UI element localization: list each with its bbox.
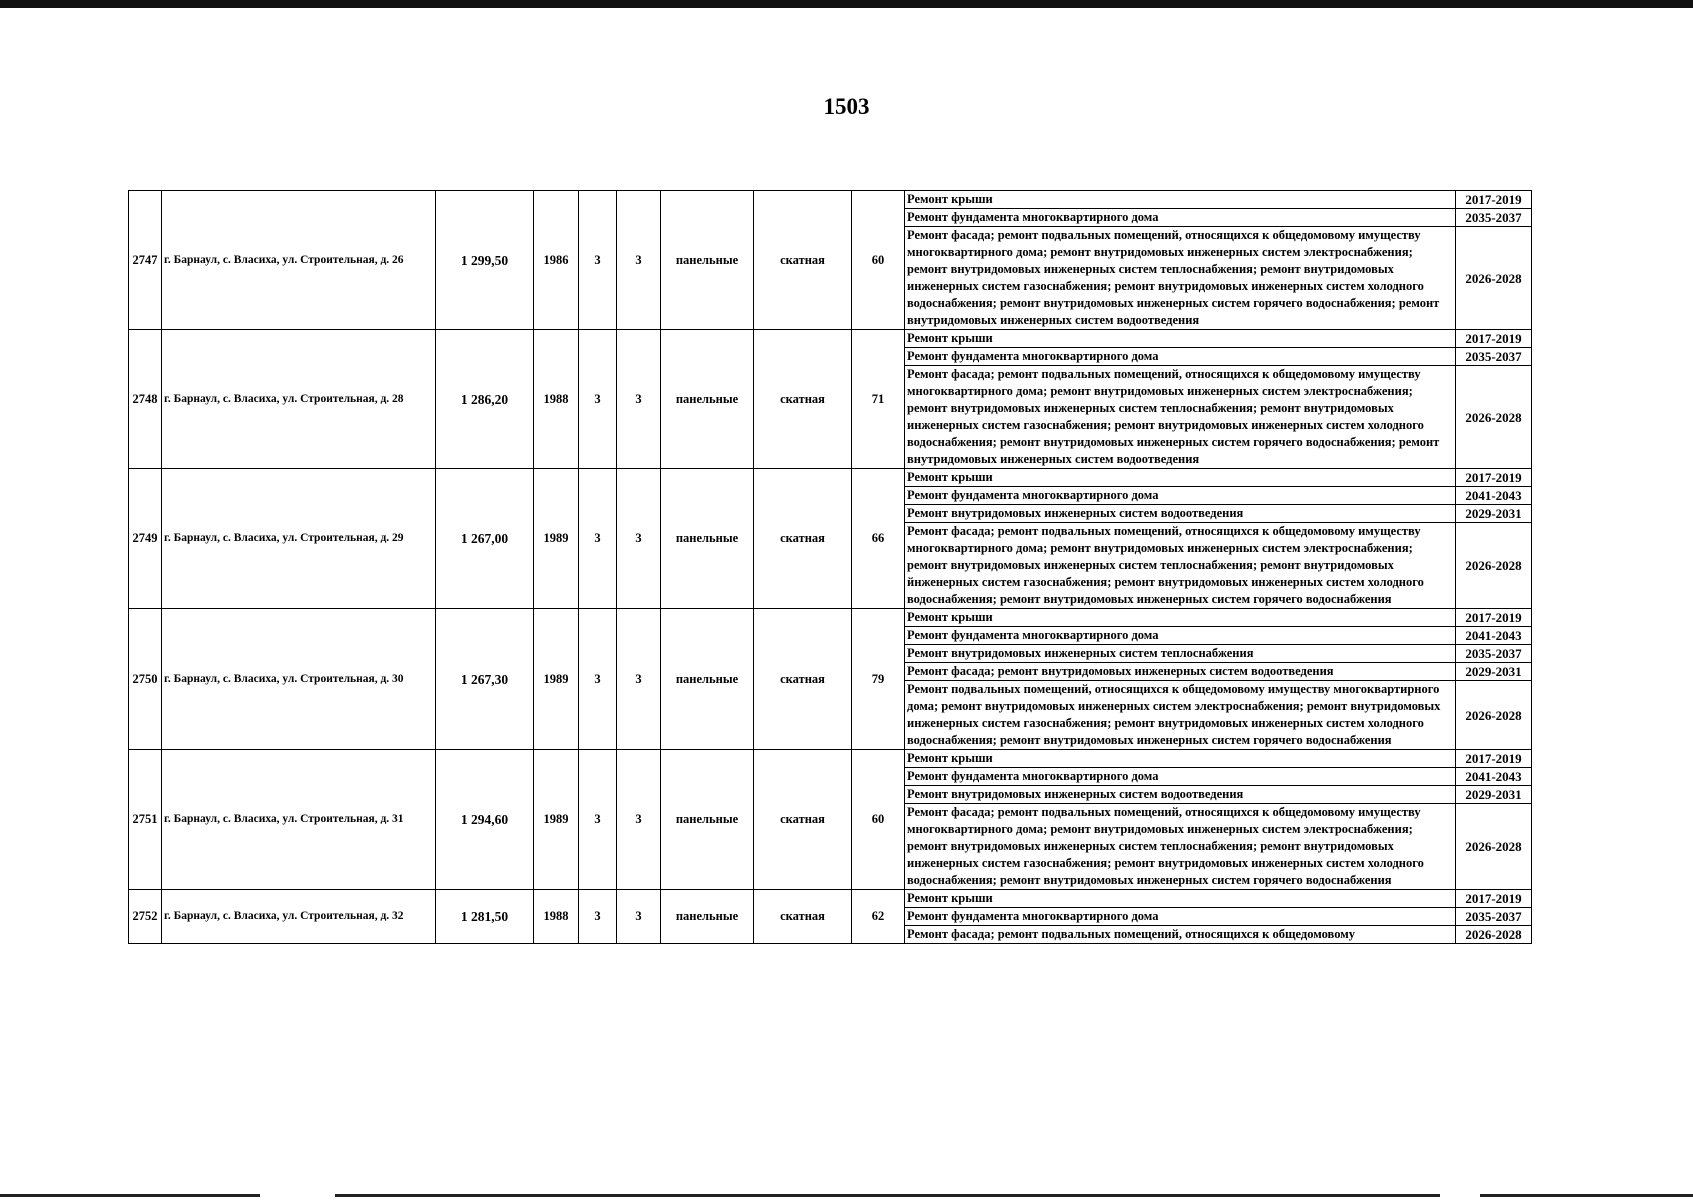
work-period-cell: 2017-2019 [1456, 469, 1532, 487]
work-description-cell: Ремонт крыши [905, 191, 1456, 209]
work-period-cell: 2035-2037 [1456, 908, 1532, 926]
roof-type-cell: скатная [754, 191, 852, 330]
work-description-cell: Ремонт внутридомовых инженерных систем водоотведения [905, 505, 1456, 523]
work-period-cell: 2017-2019 [1456, 750, 1532, 768]
year-cell: 1986 [534, 191, 579, 330]
address-cell: г. Барнаул, с. Власиха, ул. Строительная, д. 31 [162, 750, 436, 890]
area-cell: 1 281,50 [436, 890, 534, 944]
apartments-cell: 60 [852, 191, 905, 330]
year-cell: 1989 [534, 469, 579, 609]
table-body [129, 191, 1532, 944]
entrances-cell: 3 [617, 890, 661, 944]
table-row [129, 750, 1532, 768]
roof-type-cell: скатная [754, 609, 852, 750]
floors-cell: 3 [579, 609, 617, 750]
roof-type-cell: скатная [754, 890, 852, 944]
work-description-cell: Ремонт фасада; ремонт подвальных помещений, относящихся к общедомовому имуществу многоквартирного дома; ремонт внутридомовых инженерных систем электроснабжения; ремонт внутридомовых инженерных систем теплоснабжения; ремонт внутридомовых инженерных систем газоснабжения; ремонт внутридомовых инженерных систем холодного водоснабжения; ремонт внутридомовых инженерных систем горячего водоснабжения; ремонт внутридомовых инженерных систем водоотведения [905, 227, 1456, 330]
work-description-cell: Ремонт фасада; ремонт подвальных помещений, относящихся к общедомовому имуществу многоквартирного дома; ремонт внутридомовых инженерных систем электроснабжения; ремонт внутридомовых инженерных систем теплоснабжения; ремонт внутридомовых инженерных систем газоснабжения; ремонт внутридомовых инженерных систем холодного водоснабжения; ремонт внутридомовых инженерных систем горячего водоснабжения; ремонт внутридомовых инженерных систем водоотведения [905, 366, 1456, 469]
area-cell: 1 299,50 [436, 191, 534, 330]
work-period-cell: 2029-2031 [1456, 505, 1532, 523]
work-period-cell: 2017-2019 [1456, 890, 1532, 908]
work-period-cell: 2029-2031 [1456, 786, 1532, 804]
wall-material-cell: панельные [661, 609, 754, 750]
apartments-cell: 60 [852, 750, 905, 890]
work-description-cell: Ремонт фасада; ремонт подвальных помещений, относящихся к общедомовому имуществу многоквартирного дома; ремонт внутридомовых инженерных систем электроснабжения; ремонт внутридомовых инженерных систем теплоснабжения; ремонт внутридомовых инженерных систем газоснабжения; ремонт внутридомовых инженерных систем холодного водоснабжения; ремонт внутридомовых инженерных систем горячего водоснабжения [905, 804, 1456, 890]
roof-type-cell: скатная [754, 469, 852, 609]
work-description-cell: Ремонт подвальных помещений, относящихся к общедомовому имуществу многоквартирного дома; ремонт внутридомовых инженерных систем электроснабжения; ремонт внутридомовых инженерных систем газоснабжения; ремонт внутридомовых инженерных систем холодного водоснабжения; ремонт внутридомовых инженерных систем горячего водоснабжения [905, 681, 1456, 750]
work-description-cell: Ремонт крыши [905, 330, 1456, 348]
year-cell: 1988 [534, 330, 579, 469]
work-description-cell: Ремонт фундамента многоквартирного дома [905, 348, 1456, 366]
area-cell: 1 286,20 [436, 330, 534, 469]
work-description-cell: Ремонт крыши [905, 750, 1456, 768]
work-period-cell: 2035-2037 [1456, 348, 1532, 366]
work-period-cell: 2041-2043 [1456, 627, 1532, 645]
work-period-cell: 2026-2028 [1456, 804, 1532, 890]
table-row [129, 191, 1532, 209]
scan-edge-gap [1440, 1193, 1480, 1198]
repair-schedule-table [128, 190, 1532, 944]
work-description-cell: Ремонт внутридомовых инженерных систем теплоснабжения [905, 645, 1456, 663]
work-description-cell: Ремонт фундамента многоквартирного дома [905, 768, 1456, 786]
scan-top-edge [0, 0, 1693, 8]
row-number: 2749 [129, 469, 162, 609]
work-period-cell: 2041-2043 [1456, 487, 1532, 505]
work-description-cell: Ремонт крыши [905, 890, 1456, 908]
work-description-cell: Ремонт фундамента многоквартирного дома [905, 908, 1456, 926]
floors-cell: 3 [579, 330, 617, 469]
year-cell: 1989 [534, 609, 579, 750]
work-period-cell: 2026-2028 [1456, 681, 1532, 750]
roof-type-cell: скатная [754, 750, 852, 890]
work-description-cell: Ремонт фасада; ремонт подвальных помещений, относящихся к общедомовому имуществу многоквартирного дома; ремонт внутридомовых инженерных систем электроснабжения; ремонт внутридомовых инженерных систем теплоснабжения; ремонт внутридомовых йнженерных систем газоснабжения; ремонт внутридомовых инженерных систем холодного водоснабжения; ремонт внутридомовых инженерных систем горячего водоснабжения [905, 523, 1456, 609]
floors-cell: 3 [579, 469, 617, 609]
row-number: 2750 [129, 609, 162, 750]
page-number: 1503 [823, 94, 870, 119]
table-row [129, 330, 1532, 348]
work-period-cell: 2026-2028 [1456, 523, 1532, 609]
area-cell: 1 294,60 [436, 750, 534, 890]
entrances-cell: 3 [617, 469, 661, 609]
address-cell: г. Барнаул, с. Власиха, ул. Строительная, д. 28 [162, 330, 436, 469]
row-number: 2747 [129, 191, 162, 330]
year-cell: 1989 [534, 750, 579, 890]
address-cell: г. Барнаул, с. Власиха, ул. Строительная, д. 29 [162, 469, 436, 609]
floors-cell: 3 [579, 750, 617, 890]
work-description-cell: Ремонт фундамента многоквартирного дома [905, 627, 1456, 645]
floors-cell: 3 [579, 890, 617, 944]
address-cell: г. Барнаул, с. Власиха, ул. Строительная, д. 30 [162, 609, 436, 750]
address-cell: г. Барнаул, с. Власиха, ул. Строительная, д. 26 [162, 191, 436, 330]
apartments-cell: 79 [852, 609, 905, 750]
work-description-cell: Ремонт фасада; ремонт подвальных помещений, относящихся к общедомовому [905, 926, 1456, 944]
apartments-cell: 62 [852, 890, 905, 944]
work-period-cell: 2026-2028 [1456, 926, 1532, 944]
work-period-cell: 2017-2019 [1456, 191, 1532, 209]
apartments-cell: 71 [852, 330, 905, 469]
table-row [129, 469, 1532, 487]
work-period-cell: 2041-2043 [1456, 768, 1532, 786]
area-cell: 1 267,30 [436, 609, 534, 750]
work-period-cell: 2026-2028 [1456, 227, 1532, 330]
work-period-cell: 2035-2037 [1456, 645, 1532, 663]
year-cell: 1988 [534, 890, 579, 944]
work-description-cell: Ремонт крыши [905, 609, 1456, 627]
wall-material-cell: панельные [661, 890, 754, 944]
roof-type-cell: скатная [754, 330, 852, 469]
table-row [129, 609, 1532, 627]
apartments-cell: 66 [852, 469, 905, 609]
work-description-cell: Ремонт крыши [905, 469, 1456, 487]
wall-material-cell: панельные [661, 330, 754, 469]
entrances-cell: 3 [617, 330, 661, 469]
table-row [129, 890, 1532, 908]
floors-cell: 3 [579, 191, 617, 330]
work-description-cell: Ремонт фасада; ремонт внутридомовых инженерных систем водоотведения [905, 663, 1456, 681]
work-period-cell: 2035-2037 [1456, 209, 1532, 227]
wall-material-cell: панельные [661, 750, 754, 890]
work-period-cell: 2017-2019 [1456, 609, 1532, 627]
address-cell: г. Барнаул, с. Власиха, ул. Строительная, д. 32 [162, 890, 436, 944]
work-description-cell: Ремонт фундамента многоквартирного дома [905, 487, 1456, 505]
wall-material-cell: панельные [661, 191, 754, 330]
entrances-cell: 3 [617, 191, 661, 330]
entrances-cell: 3 [617, 750, 661, 890]
scan-edge-gap [260, 1193, 335, 1198]
row-number: 2752 [129, 890, 162, 944]
work-period-cell: 2026-2028 [1456, 366, 1532, 469]
work-period-cell: 2029-2031 [1456, 663, 1532, 681]
wall-material-cell: панельные [661, 469, 754, 609]
work-description-cell: Ремонт фундамента многоквартирного дома [905, 209, 1456, 227]
work-description-cell: Ремонт внутридомовых инженерных систем водоотведения [905, 786, 1456, 804]
area-cell: 1 267,00 [436, 469, 534, 609]
work-period-cell: 2017-2019 [1456, 330, 1532, 348]
row-number: 2748 [129, 330, 162, 469]
entrances-cell: 3 [617, 609, 661, 750]
row-number: 2751 [129, 750, 162, 890]
